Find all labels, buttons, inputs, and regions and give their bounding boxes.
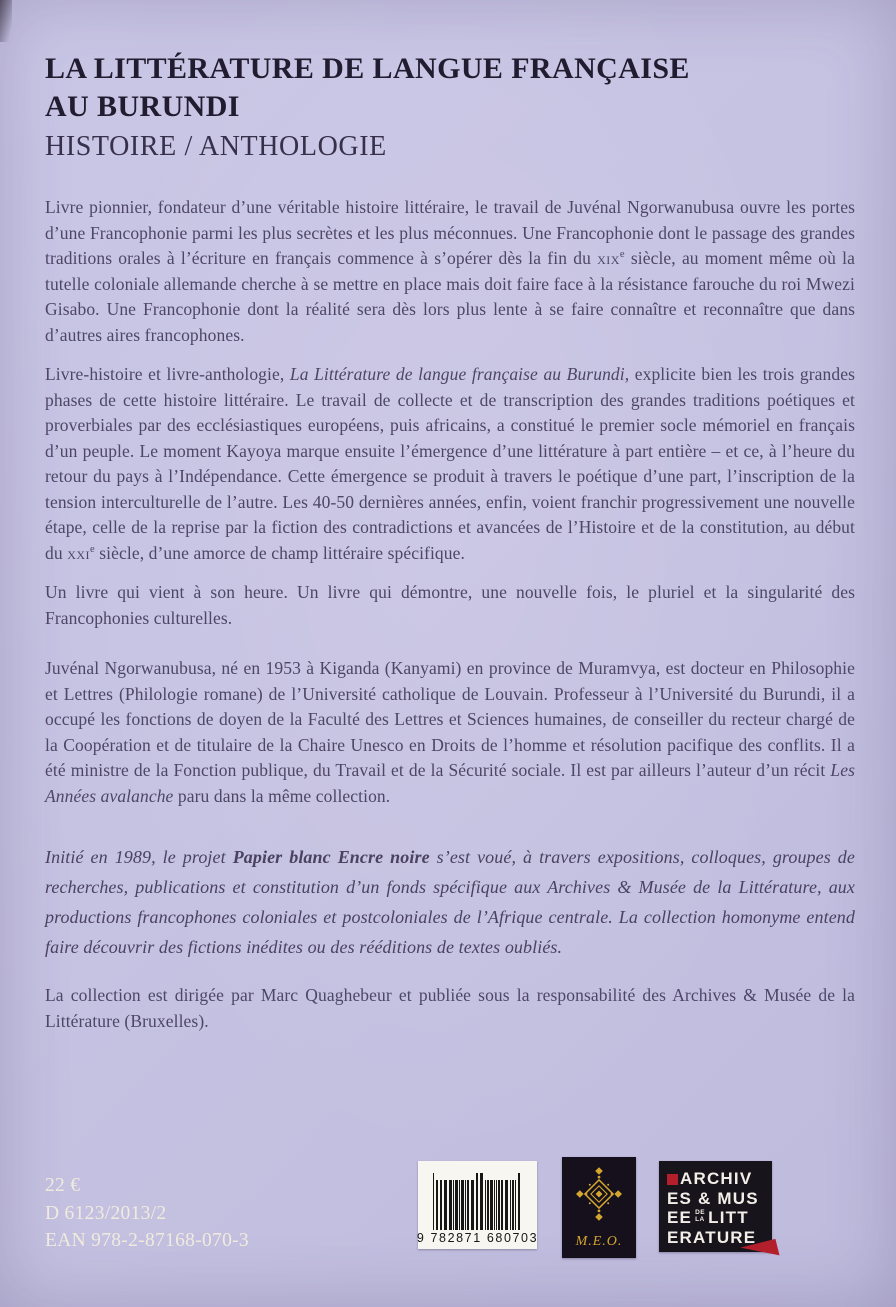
barcode-bars-icon xyxy=(433,1173,522,1230)
book-title-line2: AU BURUNDI xyxy=(45,90,240,123)
aml-red-square-icon xyxy=(667,1174,678,1185)
price-and-codes xyxy=(45,1172,249,1255)
synopsis-paragraph-2: Livre-histoire et livre-anthologie, La Littérature de langue française au Burundi, explicite bien les trois grandes phases de cette histoire littéraire. Le travail de collecte et de transcription des grandes traditions poétiques et proverbiales par des ecclésiastiques européens, puis africains, a constitué le premier socle mémoriel en français d’un peuple. Le moment Kayoya marque ensuite l’émergence d’une littérature à part entière – et ce, à l’heure du retour du pays à l’Indépendance. Cette émergence se produit à travers le poétique d’une part, l’inscription de la tension interculturelle de l’autre. Les 40-50 dernières années, enfin, voient franchir progressivement une nouvelle étape, celle de la reprise par la fiction des contradictions et avancées de l’Histoire et de la constitution, au début du xxi$^e$ siècle, d’une amorce de champ littéraire spécifique. xyxy=(45,364,855,563)
aml-row2-text: ES & MUS xyxy=(667,1188,759,1208)
project-note-paragraph: Initié en 1989, le projet Papier blanc Encre noire s’est voué, à travers expositions, colloques, groupes de recherches, publications et constitution d’un fonds spécifique aux Archives & Musée de la Littérature, aux productions francophones coloniales et postcoloniales de l’Afrique centrale. La collection homonyme entend faire découvrir des fictions inédites ou des rééditions de textes oubliés. xyxy=(45,847,855,957)
back-cover-text xyxy=(0,195,896,1034)
aml-la-text: LA xyxy=(695,1215,705,1223)
aml-row-3 xyxy=(667,1208,772,1228)
book-title-line1: LA LITTÉRATURE DE LANGUE FRANÇAISE xyxy=(45,52,690,85)
synopsis-paragraph-3: Un livre qui vient à son heure. Un livre qui démontre, une nouvelle fois, le pluriel et la singularité des Francophonies culturelles. xyxy=(45,582,855,628)
aml-de-la-stack xyxy=(695,1210,705,1224)
aml-row4-text: ERATURE xyxy=(667,1227,757,1247)
price-label: 22 € xyxy=(45,1175,81,1196)
barcode-number: 9 782871 680703 xyxy=(416,1231,539,1245)
legal-deposit-code: D 6123/2013/2 xyxy=(45,1202,167,1224)
archives-musee-litterature-logo xyxy=(659,1161,772,1252)
aml-row-2 xyxy=(667,1189,772,1209)
aml-row-1 xyxy=(667,1169,772,1189)
meo-ornament-icon xyxy=(576,1166,622,1222)
author-bio-paragraph: Juvénal Ngorwanubusa, né en 1953 à Kiganda (Kanyami) en province de Muramvya, est docteur en Philosophie et Lettres (Philologie romane) de l’Université catholique de Louvain. Professeur à l’Université du Burundi, il a occupé les fonctions de doyen de la Faculté des Lettres et Sciences humaines, de conseiller du recteur chargé de la Coopération et de titulaire de la Chaire Unesco en Droits de l’homme et résolution pacifique des conflits. Il a été ministre de la Fonction publique, du Travail et de la Sécurité sociale. Il est par ailleurs l’auteur d’un récit Les Années avalanche paru dans la même collection. xyxy=(45,658,855,806)
collection-note-paragraph: La collection est dirigée par Marc Quaghebeur et publiée sous la responsabilité des Archives & Musée de la Littérature (Bruxelles). xyxy=(45,985,855,1031)
photo-edge-shadow xyxy=(0,0,12,42)
aml-de-text: DE xyxy=(695,1209,706,1216)
aml-row3-right-text: LITT xyxy=(708,1208,749,1227)
aml-row1-text: ARCHIV xyxy=(680,1169,753,1188)
synopsis-paragraph-1: Livre pionnier, fondateur d’une véritable histoire littéraire, le travail de Juvénal Ngorwanubusa ouvre les portes d’une Francophonie parmi les plus secrètes et les plus méconnues. Une Francophonie dont le passage des grandes traditions orales à l’écriture en français commence à s’opérer dès la fin du xix$^e$ siècle, au moment même où la tutelle coloniale allemande cherche à se mettre en place mais doit faire face à la résistance farouche du roi Mwezi Gisabo. Une Francophonie dont la réalité sera dès lors plus lente à se faire connaître et reconnaître que dans d’autres aires francophones. xyxy=(45,197,855,345)
aml-row3-left-text: EE xyxy=(667,1208,693,1227)
book-subtitle: HISTOIRE / ANTHOLOGIE xyxy=(45,131,387,162)
barcode xyxy=(418,1161,537,1249)
meo-publisher-logo xyxy=(562,1157,636,1258)
ean-code: EAN 978-2-87168-070-3 xyxy=(45,1230,249,1251)
meo-label: M.E.O. xyxy=(575,1234,623,1249)
title-block xyxy=(0,0,896,164)
